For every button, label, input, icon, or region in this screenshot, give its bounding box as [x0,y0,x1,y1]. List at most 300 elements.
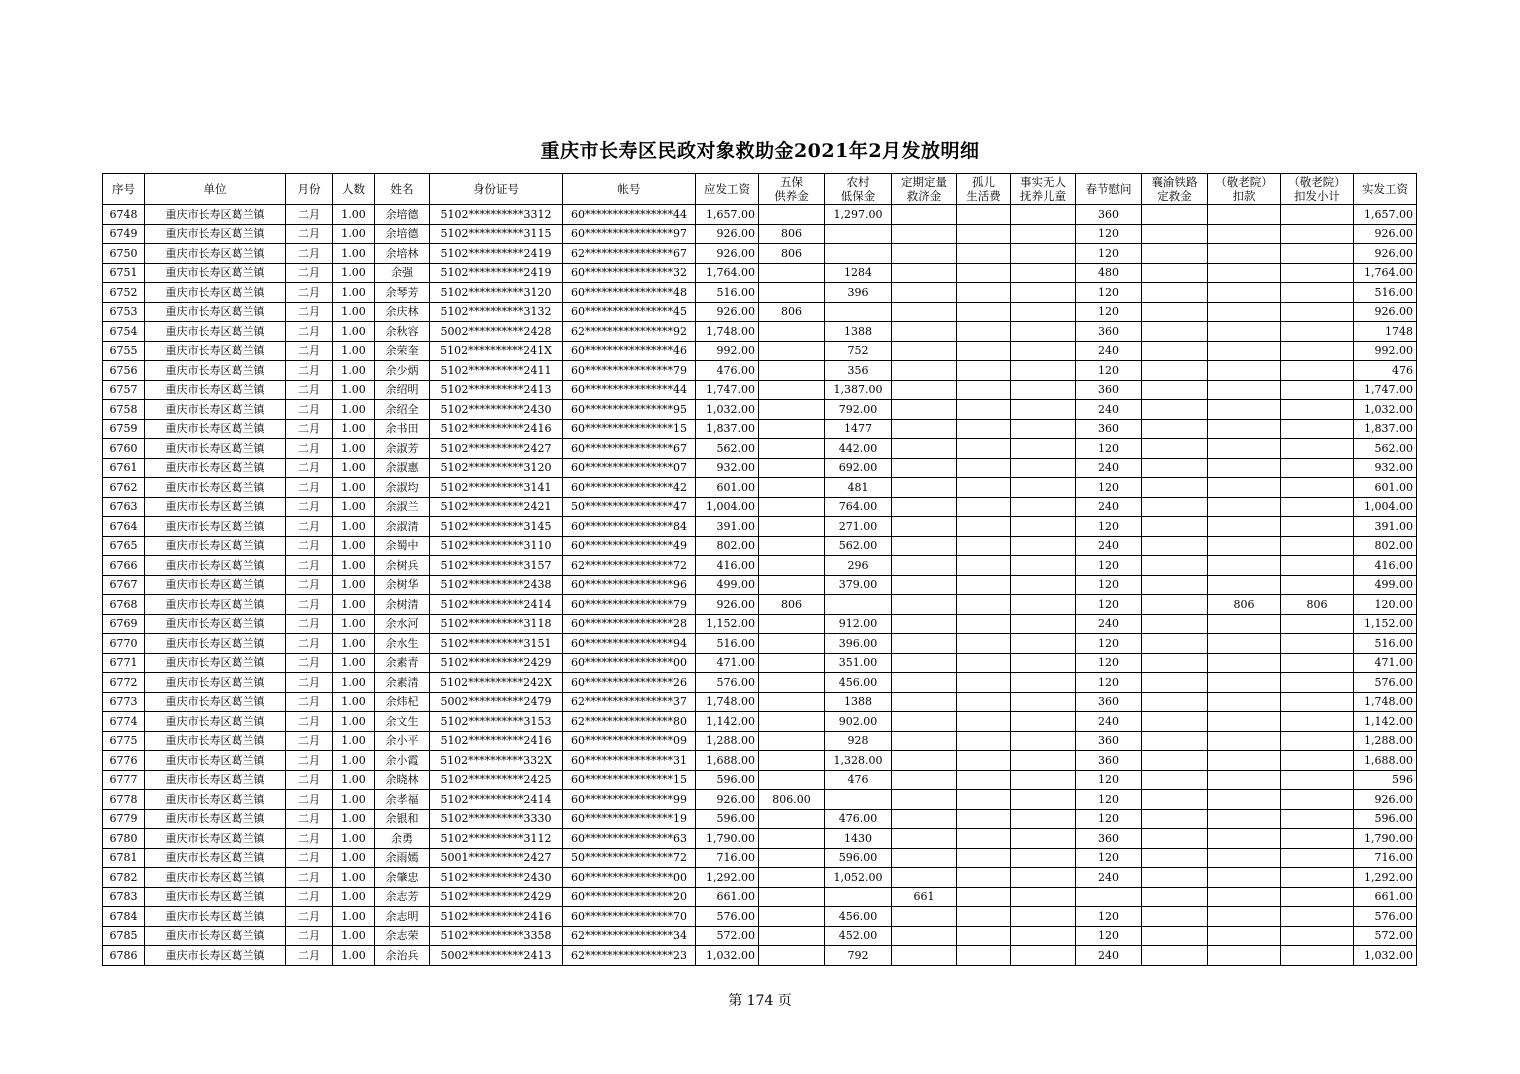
table-cell: 416.00 [1354,556,1417,576]
table-cell: 120.00 [1354,595,1417,615]
table-cell: 240 [1076,536,1142,556]
table-cell [1208,224,1281,244]
table-cell [1281,868,1354,888]
table-cell: 6750 [103,244,145,264]
table-cell: 6773 [103,692,145,712]
table-cell: 576.00 [696,673,759,693]
table-cell: 6786 [103,946,145,966]
table-cell: 802.00 [1354,536,1417,556]
table-cell [957,712,1011,732]
column-header: 月份 [286,174,333,205]
table-cell [1208,887,1281,907]
table-cell [892,653,957,673]
table-cell: 6778 [103,790,145,810]
table-cell: 二月 [286,497,333,517]
table-cell: 902.00 [825,712,892,732]
table-cell: 752 [825,341,892,361]
column-header: （敬老院） 扣款 [1208,174,1281,205]
table-cell [759,536,825,556]
table-cell: 120 [1076,926,1142,946]
table-cell: 806 [759,302,825,322]
table-cell: 余庆林 [375,302,430,322]
table-cell [1208,439,1281,459]
table-cell: 806 [759,595,825,615]
table-cell [759,868,825,888]
table-cell [759,283,825,303]
table-row [103,887,1417,907]
table-row [103,556,1417,576]
table-cell: 6771 [103,653,145,673]
table-cell: 1,328.00 [825,751,892,771]
table-cell: 重庆市长寿区葛兰镇 [145,614,286,634]
table-cell: 1.00 [333,244,375,264]
column-header: （敬老院） 扣发小计 [1281,174,1354,205]
table-cell: 重庆市长寿区葛兰镇 [145,224,286,244]
table-cell [892,946,957,966]
table-cell [1011,692,1076,712]
table-cell: 60****************44 [563,205,696,225]
table-cell [1208,614,1281,634]
table-cell: 120 [1076,439,1142,459]
table-cell: 1.00 [333,400,375,420]
table-cell: 456.00 [825,907,892,927]
table-cell: 二月 [286,439,333,459]
table-cell [892,575,957,595]
table-cell: 1.00 [333,536,375,556]
table-cell: 60****************32 [563,263,696,283]
table-cell: 1,657.00 [696,205,759,225]
column-header: 人数 [333,174,375,205]
table-cell [957,205,1011,225]
table-cell: 重庆市长寿区葛兰镇 [145,244,286,264]
table-cell: 240 [1076,341,1142,361]
table-cell: 二月 [286,380,333,400]
table-cell [957,614,1011,634]
table-cell [759,497,825,517]
table-cell [1011,829,1076,849]
table-cell [1011,341,1076,361]
table-cell: 516.00 [696,634,759,654]
table-cell: 5102**********2416 [430,419,563,439]
table-cell [957,400,1011,420]
table-row [103,634,1417,654]
table-cell: 572.00 [1354,926,1417,946]
table-cell: 926.00 [1354,302,1417,322]
table-cell: 余肇忠 [375,868,430,888]
table-cell: 5102**********3145 [430,517,563,537]
table-cell: 120 [1076,244,1142,264]
table-cell: 60****************99 [563,790,696,810]
table-cell [1142,263,1208,283]
table-cell [957,458,1011,478]
table-cell: 62****************72 [563,556,696,576]
table-cell: 余树兵 [375,556,430,576]
table-cell: 6783 [103,887,145,907]
table-cell [1208,926,1281,946]
table-cell: 重庆市长寿区葛兰镇 [145,400,286,420]
table-row [103,653,1417,673]
table-cell: 重庆市长寿区葛兰镇 [145,653,286,673]
table-cell: 926.00 [1354,790,1417,810]
table-cell: 重庆市长寿区葛兰镇 [145,673,286,693]
table-cell [892,770,957,790]
table-cell: 1.00 [333,517,375,537]
table-cell [957,556,1011,576]
table-cell: 6761 [103,458,145,478]
table-cell [759,205,825,225]
table-cell [957,692,1011,712]
table-cell [1281,341,1354,361]
table-cell: 416.00 [696,556,759,576]
table-cell: 792 [825,946,892,966]
table-cell [759,673,825,693]
table-cell: 120 [1076,907,1142,927]
table-cell: 6753 [103,302,145,322]
table-cell: 476 [825,770,892,790]
table-cell [1208,400,1281,420]
table-cell: 重庆市长寿区葛兰镇 [145,419,286,439]
table-cell [1011,224,1076,244]
table-row [103,751,1417,771]
table-cell: 716.00 [696,848,759,868]
table-cell: 1.00 [333,575,375,595]
table-cell [1208,673,1281,693]
table-cell: 1,032.00 [696,946,759,966]
table-cell [1208,751,1281,771]
table-cell: 二月 [286,614,333,634]
table-cell [759,809,825,829]
table-cell [892,322,957,342]
table-cell [1142,770,1208,790]
table-cell: 余小平 [375,731,430,751]
table-cell [1208,692,1281,712]
table-cell: 5102**********2421 [430,497,563,517]
table-cell: 余炜杞 [375,692,430,712]
table-cell: 重庆市长寿区葛兰镇 [145,458,286,478]
table-cell: 6776 [103,751,145,771]
table-cell: 余秋容 [375,322,430,342]
table-cell: 442.00 [825,439,892,459]
table-cell: 1.00 [333,263,375,283]
table-cell: 928 [825,731,892,751]
table-cell: 余书田 [375,419,430,439]
table-cell: 5102**********3118 [430,614,563,634]
table-cell: 50****************47 [563,497,696,517]
table-cell [759,829,825,849]
table-cell: 1.00 [333,458,375,478]
table-cell: 6765 [103,536,145,556]
table-cell: 重庆市长寿区葛兰镇 [145,205,286,225]
table-cell [1142,575,1208,595]
table-cell [759,907,825,927]
table-cell: 重庆市长寿区葛兰镇 [145,731,286,751]
table-cell: 1.00 [333,926,375,946]
table-row [103,361,1417,381]
table-cell [1142,790,1208,810]
table-cell [1281,731,1354,751]
table-cell: 余淑均 [375,478,430,498]
table-cell: 5001**********2427 [430,848,563,868]
table-cell: 余勇 [375,829,430,849]
table-cell [957,595,1011,615]
table-cell: 1,790.00 [696,829,759,849]
table-cell [1011,575,1076,595]
table-cell: 926.00 [696,790,759,810]
table-cell [892,536,957,556]
table-cell [759,692,825,712]
table-cell: 1.00 [333,478,375,498]
table-cell [1011,400,1076,420]
table-cell [1142,556,1208,576]
table-cell [1208,478,1281,498]
table-cell [759,458,825,478]
table-cell: 余淑兰 [375,497,430,517]
table-cell: 1.00 [333,692,375,712]
table-cell [1142,829,1208,849]
table-cell: 6768 [103,595,145,615]
table-cell [892,731,957,751]
table-cell: 余治兵 [375,946,430,966]
table-cell: 5102**********2411 [430,361,563,381]
table-cell: 重庆市长寿区葛兰镇 [145,634,286,654]
table-cell [759,517,825,537]
table-cell [1208,283,1281,303]
table-cell [1142,341,1208,361]
table-cell: 二月 [286,809,333,829]
table-cell [1281,770,1354,790]
table-cell: 240 [1076,614,1142,634]
table-cell [957,419,1011,439]
table-cell [759,439,825,459]
table-cell: 379.00 [825,575,892,595]
column-header: 单位 [145,174,286,205]
table-cell [759,380,825,400]
table-cell [1142,751,1208,771]
table-cell [1281,302,1354,322]
table-cell [759,848,825,868]
table-cell [759,419,825,439]
table-cell [1011,536,1076,556]
table-cell: 重庆市长寿区葛兰镇 [145,595,286,615]
table-cell: 5102**********2430 [430,400,563,420]
table-cell: 992.00 [1354,341,1417,361]
table-cell [892,458,957,478]
table-cell [1281,946,1354,966]
table-cell [759,478,825,498]
table-cell: 60****************46 [563,341,696,361]
table-cell: 二月 [286,770,333,790]
table-row [103,419,1417,439]
table-cell: 1477 [825,419,892,439]
table-cell: 516.00 [1354,634,1417,654]
table-cell: 5102**********2419 [430,244,563,264]
table-cell: 5102**********2413 [430,380,563,400]
table-cell: 120 [1076,653,1142,673]
table-cell [957,341,1011,361]
table-row [103,458,1417,478]
table-cell [1142,302,1208,322]
table-cell: 5102**********2419 [430,263,563,283]
table-cell [1142,907,1208,927]
table-cell: 1,142.00 [696,712,759,732]
table-cell [1208,946,1281,966]
table-cell [1142,400,1208,420]
table-cell: 1.00 [333,224,375,244]
table-cell: 926.00 [696,302,759,322]
table-cell: 240 [1076,712,1142,732]
table-cell: 62****************37 [563,692,696,712]
table-cell [1281,536,1354,556]
table-cell: 456.00 [825,673,892,693]
table-cell: 120 [1076,848,1142,868]
table-cell [1142,673,1208,693]
column-header: 姓名 [375,174,430,205]
table-cell [1142,478,1208,498]
table-cell: 806.00 [759,790,825,810]
table-cell: 562.00 [825,536,892,556]
table-cell: 6752 [103,283,145,303]
table-cell: 6779 [103,809,145,829]
column-header: 孤儿 生活费 [957,174,1011,205]
table-cell: 二月 [286,848,333,868]
header-row [103,174,1417,205]
table-cell: 重庆市长寿区葛兰镇 [145,517,286,537]
table-cell: 1.00 [333,361,375,381]
table-cell: 6764 [103,517,145,537]
table-cell [957,380,1011,400]
table-cell: 二月 [286,517,333,537]
table-cell: 1,790.00 [1354,829,1417,849]
table-cell: 926.00 [1354,244,1417,264]
table-cell [957,224,1011,244]
table-cell: 余树华 [375,575,430,595]
table-cell: 1.00 [333,712,375,732]
table-cell [1011,478,1076,498]
table-cell: 二月 [286,673,333,693]
table-row [103,595,1417,615]
table-cell: 1.00 [333,887,375,907]
table-cell: 1.00 [333,380,375,400]
table-cell: 6757 [103,380,145,400]
table-cell: 余银和 [375,809,430,829]
table-cell: 120 [1076,478,1142,498]
table-cell: 391.00 [1354,517,1417,537]
table-cell: 5102**********2414 [430,790,563,810]
relief-fund-table [102,173,1417,966]
table-cell: 1,004.00 [696,497,759,517]
table-cell [759,712,825,732]
table-cell: 二月 [286,887,333,907]
table-cell: 6762 [103,478,145,498]
table-cell: 120 [1076,361,1142,381]
table-cell [1281,575,1354,595]
table-cell [1281,614,1354,634]
table-cell: 802.00 [696,536,759,556]
table-cell: 余淑芳 [375,439,430,459]
table-cell: 余淑惠 [375,458,430,478]
column-header: 身份证号 [430,174,563,205]
table-cell: 764.00 [825,497,892,517]
table-cell: 二月 [286,302,333,322]
table-cell: 二月 [286,478,333,498]
table-cell: 396 [825,283,892,303]
table-cell: 1430 [825,829,892,849]
table-cell: 1748 [1354,322,1417,342]
table-cell: 806 [1208,595,1281,615]
table-cell: 661.00 [1354,887,1417,907]
table-cell [1281,361,1354,381]
table-cell: 余少炳 [375,361,430,381]
table-cell [1281,809,1354,829]
table-cell [957,731,1011,751]
table-cell [1281,322,1354,342]
table-cell [1011,809,1076,829]
table-cell [1208,653,1281,673]
table-cell: 1.00 [333,751,375,771]
document-title: 重庆市长寿区民政对象救助金2021年2月发放明细 [540,140,980,162]
table-cell [1011,205,1076,225]
table-cell [1011,926,1076,946]
table-cell: 240 [1076,458,1142,478]
table-cell [1142,536,1208,556]
table-cell: 60****************79 [563,595,696,615]
table-cell: 351.00 [825,653,892,673]
table-cell: 596.00 [825,848,892,868]
table-cell: 5102**********3157 [430,556,563,576]
table-cell [1281,478,1354,498]
table-cell [1208,497,1281,517]
table-cell [1011,283,1076,303]
table-cell: 二月 [286,731,333,751]
table-cell: 5102**********3112 [430,829,563,849]
table-cell [957,907,1011,927]
table-cell: 1,152.00 [1354,614,1417,634]
table-cell [759,946,825,966]
table-cell: 6748 [103,205,145,225]
table-cell: 5002**********2413 [430,946,563,966]
table-cell: 1.00 [333,556,375,576]
table-row [103,322,1417,342]
table-cell [957,283,1011,303]
table-row [103,283,1417,303]
table-cell: 926.00 [696,224,759,244]
table-cell: 6770 [103,634,145,654]
table-cell [759,263,825,283]
table-row [103,926,1417,946]
table-cell: 二月 [286,400,333,420]
table-cell: 余水河 [375,614,430,634]
table-cell [1281,283,1354,303]
table-cell: 60****************70 [563,907,696,927]
table-cell [1011,946,1076,966]
table-cell [957,770,1011,790]
table-cell: 余强 [375,263,430,283]
table-cell: 120 [1076,283,1142,303]
table-cell: 1.00 [333,302,375,322]
table-cell: 余志芳 [375,887,430,907]
table-cell: 二月 [286,595,333,615]
table-cell [1142,224,1208,244]
table-cell: 余晓林 [375,770,430,790]
table-cell: 6774 [103,712,145,732]
table-cell: 6780 [103,829,145,849]
table-cell: 1,032.00 [1354,946,1417,966]
table-cell: 240 [1076,400,1142,420]
table-cell [1142,848,1208,868]
table-cell: 1.00 [333,341,375,361]
table-cell [957,322,1011,342]
table-cell [1011,712,1076,732]
